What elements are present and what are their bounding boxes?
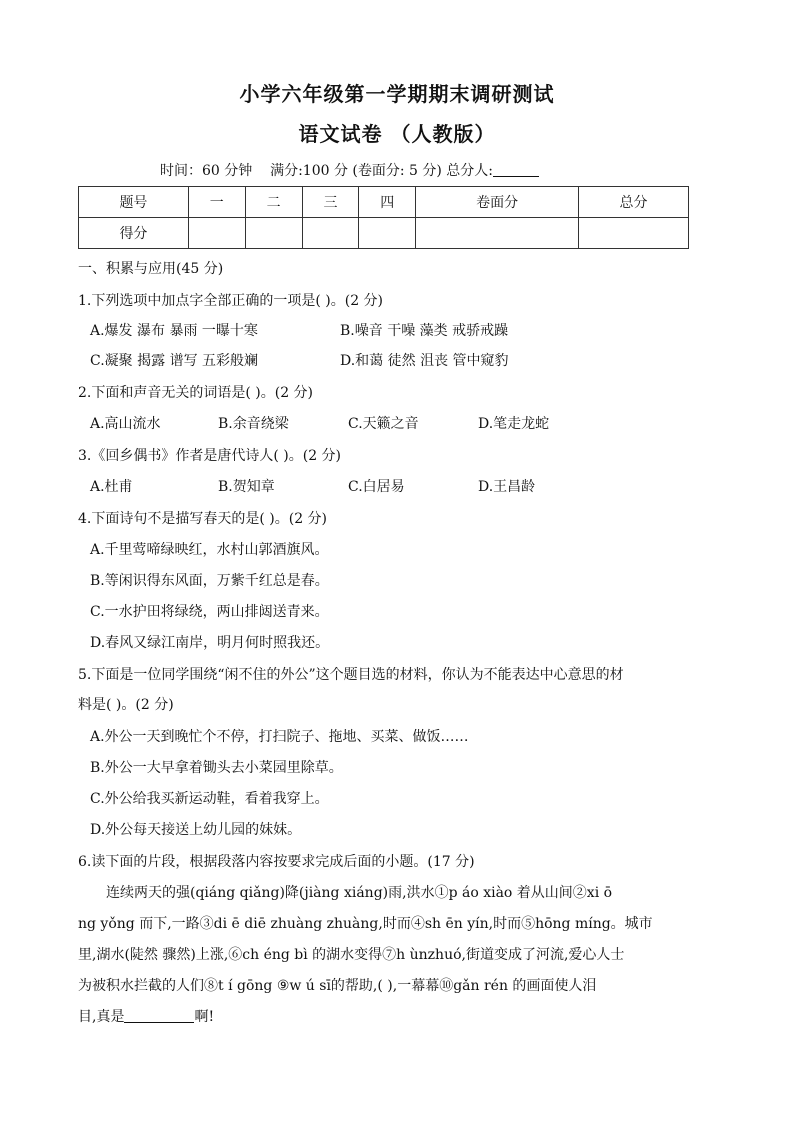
score-cell[interactable] [188,218,245,249]
score-table-header-cell: 题号 [79,187,189,218]
answer-blank[interactable] [124,1008,194,1023]
score-table-header-row [79,187,689,218]
question-2-stem: 2.下面和声音无关的词语是( )。(2 分) [78,385,314,401]
question-1-option-c: C.凝聚 揭露 谱写 五彩般斓 [90,353,259,369]
question-4-option-a: A.千里莺啼绿映红，水村山郭酒旗风。 [90,542,329,558]
question-3-option-d: D.王昌龄 [478,479,536,495]
score-table-header-cell: 一 [188,187,245,218]
question-6-stem: 6.读下面的片段，根据段落内容按要求完成后面的小题。(17 分) [78,854,475,870]
score-table [78,186,689,249]
score-table-header-cell: 四 [359,187,416,218]
question-1-option-b: B.噪音 干噪 藻类 戒骄戒躁 [340,323,509,339]
passage-text: 目,真是 [78,1009,125,1025]
question-3-option-c: C.白居易 [348,479,405,495]
score-table-header-cell: 二 [245,187,302,218]
question-5-option-a: A.外公一天到晚忙个不停，打扫院子、拖地、买菜、做饭…… [90,729,469,745]
score-table-header-cell: 卷面分 [416,187,579,218]
passage-line: 为被积水拦截的人们⑧t í gōng ⑨w ú sī的帮助,( ),一幕幕⑩gǎn rén 的画面使人泪 [78,978,597,994]
passage-text: 啊! [194,1009,215,1025]
exam-subtitle: 语文试卷 （人教版） [298,122,496,146]
question-5-stem-continued: 料是( )。(2 分) [78,697,174,713]
question-4-stem: 4.下面诗句不是描写春天的是( )。(2 分) [78,511,328,527]
question-3-option-b: B.贺知章 [218,479,275,495]
passage-line: ng yǒng 而下,一路③di ē diē zhuàng zhuàng,时而④sh ēn yín,时而⑤hōng míng。城市 [78,916,653,932]
question-5-option-b: B.外公一大早拿着锄头去小菜园里除草。 [90,760,343,776]
score-table-score-row [79,218,689,249]
question-4-option-b: B.等闲识得东风面，万紫千红总是春。 [90,573,329,589]
question-2-option-a: A.高山流水 [90,416,161,432]
question-2-option-b: B.余音绕梁 [218,416,289,432]
score-cell[interactable] [302,218,359,249]
question-4-option-d: D.春风又绿江南岸，明月何时照我还。 [90,635,330,651]
question-3-stem: 3.《回乡偶书》作者是唐代诗人( )。(2 分) [78,448,342,464]
score-table-header-cell: 三 [302,187,359,218]
question-4-option-c: C.一水护田将绿绕，两山排闼送青来。 [90,604,329,620]
section-heading: 一、积累与应用(45 分) [78,261,224,277]
exam-meta [160,160,539,180]
question-1-stem: 1.下列选项中加点字全部正确的一项是( )。(2 分) [78,293,384,309]
passage-line: 里,湖水(陡然 骤然)上涨,⑥ch éng bì 的湖水变得⑦h ùnzhuó,街道变成了河流,爱心人士 [78,947,625,963]
question-5-option-c: C.外公给我买新运动鞋，看着我穿上。 [90,791,329,807]
passage-last-line [78,1006,718,1026]
question-5-option-d: D.外公每天接送上幼儿园的妹妹。 [90,822,302,838]
question-2-option-d: D.笔走龙蛇 [478,416,550,432]
score-cell[interactable] [579,218,689,249]
score-cell[interactable] [359,218,416,249]
passage-line: 连续两天的强(qiáng qiǎng)降(jiàng xiáng)雨,洪水①p áo xiào 着从山间②xi ō [106,885,613,901]
total-scorer-blank[interactable] [493,162,539,177]
score-cell[interactable] [416,218,579,249]
score-cell[interactable] [245,218,302,249]
exam-title: 小学六年级第一学期期末调研测试 [239,82,555,106]
question-3-option-a: A.杜甫 [90,479,133,495]
question-2-option-c: C.天籁之音 [348,416,419,432]
score-table-row-label: 得分 [79,218,189,249]
question-1-option-a: A.爆发 瀑布 暴雨 一曝十寒 [90,323,258,339]
exam-meta-text: 时间：60 分钟 满分:100 分 (卷面分: 5 分) 总分人: [160,163,494,179]
question-1-option-d: D.和蔼 徒然 沮丧 管中窥豹 [340,353,509,369]
question-5-stem: 5.下面是一位同学围绕“闲不住的外公”这个题目选的材料，你认为不能表达中心意思的材 [78,667,624,683]
score-table-header-cell: 总分 [579,187,689,218]
